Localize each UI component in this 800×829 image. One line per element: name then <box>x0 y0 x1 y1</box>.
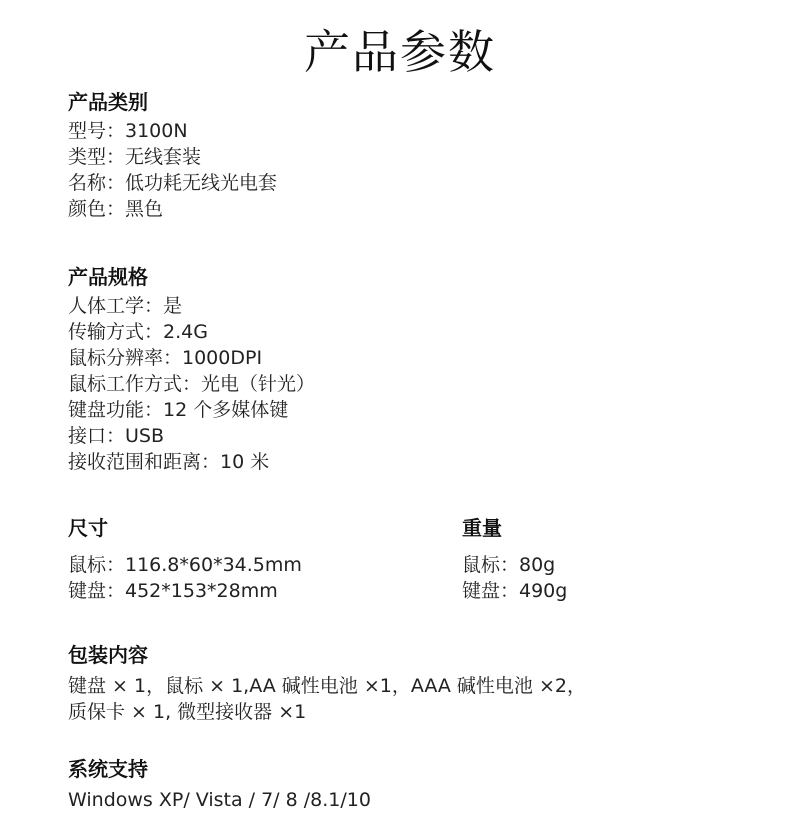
interface-line: 接口：USB <box>68 425 165 447</box>
weight-heading: 重量 <box>462 516 502 540</box>
transmission-line: 传输方式：2.4G <box>68 321 208 343</box>
keyboard-weight-line: 键盘：490g <box>462 580 568 602</box>
keyboard-size-line: 键盘：452*153*28mm <box>68 580 278 602</box>
ergonomic-line: 人体工学：是 <box>68 295 183 317</box>
specs-heading: 产品规格 <box>68 265 148 289</box>
system-heading: 系统支持 <box>68 757 148 781</box>
size-heading: 尺寸 <box>68 516 108 540</box>
mouse-weight-line: 鼠标：80g <box>462 554 556 576</box>
mouse-mode-line: 鼠标工作方式：光电（针光） <box>68 373 316 395</box>
keyboard-function-line: 键盘功能：12 个多媒体键 <box>68 399 289 421</box>
specs-section <box>68 263 315 475</box>
range-line: 接收范围和距离：10 米 <box>68 451 270 473</box>
type-line: 类型：无线套装 <box>68 146 202 168</box>
package-line-2: 质保卡 × 1, 微型接收器 ×1 <box>68 701 307 723</box>
system-support-line: Windows XP/ Vista / 7/ 8 /8.1/10 <box>68 789 371 811</box>
page-title: 产品参数 <box>304 25 496 79</box>
package-heading: 包装内容 <box>68 643 148 667</box>
size-section <box>68 514 302 604</box>
package-line-1: 键盘 × 1，鼠标 × 1,AA 碱性电池 ×1，AAA 碱性电池 ×2， <box>68 675 586 697</box>
category-section <box>68 88 277 222</box>
color-line: 颜色：黑色 <box>68 198 164 220</box>
weight-section <box>462 514 567 604</box>
resolution-line: 鼠标分辨率：1000DPI <box>68 347 263 369</box>
package-section <box>68 641 586 725</box>
mouse-size-line: 鼠标：116.8*60*34.5mm <box>68 554 302 576</box>
name-line: 名称：低功耗无线光电套 <box>68 172 278 194</box>
category-heading: 产品类别 <box>68 90 148 114</box>
model-line: 型号：3100N <box>68 120 188 142</box>
system-section <box>68 755 371 813</box>
